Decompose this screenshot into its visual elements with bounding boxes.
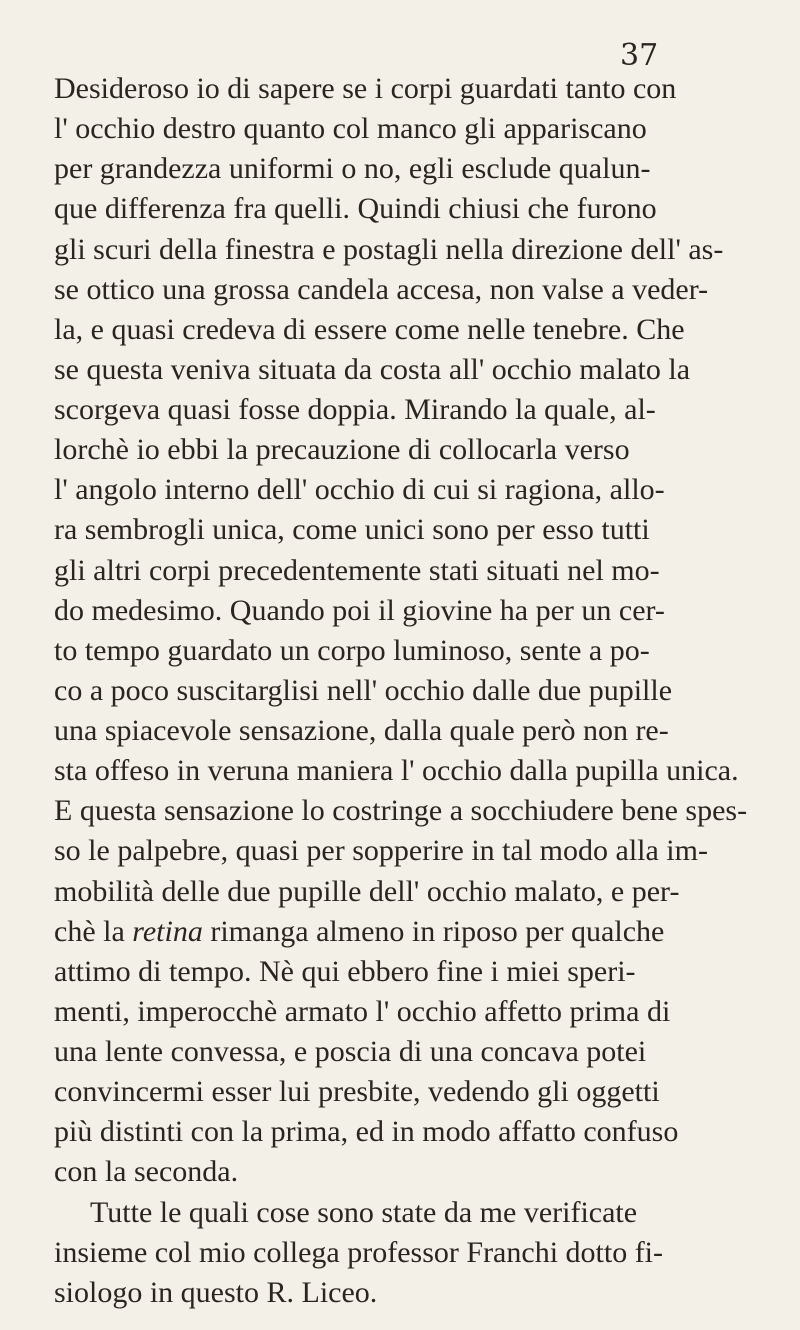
text-line: E questa sensazione lo costringe a socchiudere bene spes- xyxy=(54,794,748,828)
text-line xyxy=(54,914,665,948)
text-line: convincermi esser lui presbite, vedendo gli oggetti xyxy=(54,1075,660,1109)
text-line-after: rimanga almeno in riposo per qualche xyxy=(202,914,665,948)
text-line: Tutte le quali cose sono state da me verificate xyxy=(90,1195,638,1229)
text-line: gli scuri della finestra e postagli nella direzione dell' as- xyxy=(54,232,724,266)
text-line: l' occhio destro quanto col manco gli appariscano xyxy=(54,112,647,146)
text-line: ra sembrogli unica, come unici sono per esso tutti xyxy=(54,513,650,547)
text-line: insieme col mio collega professor Franchi dotto fi- xyxy=(54,1235,664,1269)
text-line: menti, imperocchè armato l' occhio affetto prima di xyxy=(54,994,671,1028)
text-line: to tempo guardato un corpo luminoso, sente a po- xyxy=(54,633,650,667)
text-line: lorchè io ebbi la precauzione di collocarla verso xyxy=(54,433,630,467)
text-line: la, e quasi credeva di essere come nelle tenebre. Che xyxy=(54,312,685,346)
text-line: scorgeva quasi fosse doppia. Mirando la quale, al- xyxy=(54,393,656,427)
text-line: se questa veniva situata da costa all' occhio malato la xyxy=(54,352,691,386)
text-line: se ottico una grossa candela accesa, non valse a veder- xyxy=(54,272,709,306)
text-line: più distinti con la prima, ed in modo affatto confuso xyxy=(54,1115,679,1149)
text-line: co a poco suscitarglisi nell' occhio dalle due pupille xyxy=(54,673,673,707)
text-line: do medesimo. Quando poi il giovine ha per un cer- xyxy=(54,593,665,627)
text-line: con la seconda. xyxy=(54,1155,239,1189)
text-line: sta offeso in veruna maniera l' occhio dalla pupilla unica. xyxy=(54,754,739,788)
text-line: gli altri corpi precedentemente stati situati nel mo- xyxy=(54,553,660,587)
text-line: siologo in questo R. Liceo. xyxy=(54,1275,378,1309)
text-line: attimo di tempo. Nè qui ebbero fine i miei speri- xyxy=(54,954,636,988)
text-line: l' angolo interno dell' occhio di cui si ragiona, allo- xyxy=(54,473,665,507)
page-number: 37 xyxy=(620,38,659,73)
text-line: Desideroso io di sapere se i corpi guardati tanto con xyxy=(54,72,677,105)
text-line: per grandezza uniformi o no, egli esclude qualun- xyxy=(54,152,651,186)
text-line: una lente convessa, e poscia di una concava potei xyxy=(54,1035,647,1069)
text-line: mobilità delle due pupille dell' occhio malato, e per- xyxy=(54,874,680,908)
text-line: una spiacevole sensazione, dalla quale però non re- xyxy=(54,714,669,748)
italic-term-retina: retina xyxy=(132,914,203,948)
text-line: que differenza fra quelli. Quindi chiusi che furono xyxy=(54,192,657,226)
text-line: so le palpebre, quasi per sopperire in tal modo alla im- xyxy=(54,834,708,868)
text-line-before: chè la xyxy=(54,914,133,948)
